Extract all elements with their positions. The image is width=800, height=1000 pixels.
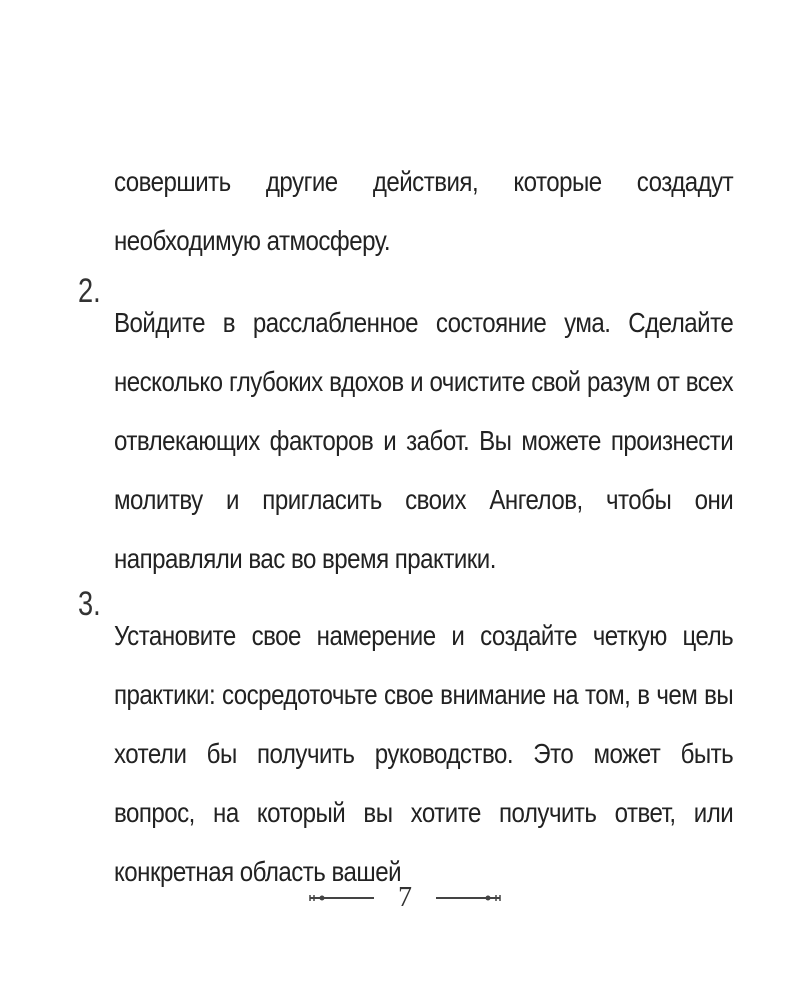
- list-number-3: 3.: [78, 585, 101, 623]
- right-ornament-icon: [434, 892, 502, 904]
- list-number-2: 2.: [78, 272, 101, 310]
- list-item-2-text: Войдите в расслабленное состояние ума. Сделайте несколько глубоких вдохов и очистите свой разум от всех отвлекающих факторов и забот. Вы можете произнести молитву и пригласить своих Ангелов, чтобы они направляли вас во время практики.: [114, 307, 734, 574]
- left-ornament-icon: [308, 892, 376, 904]
- page-footer: [300, 878, 510, 918]
- page-number: 7: [398, 882, 412, 913]
- paragraph-continuation: совершить другие действия, которые создадут необходимую атмосферу.: [114, 166, 734, 256]
- list-item-3-text: Установите свое намерение и создайте четкую цель практики: сосредоточьте свое внимание на том, в чем вы хотели бы получить руководство. Это может быть вопрос, на который вы хотите получить ответ, или конкретная область вашей: [114, 620, 734, 887]
